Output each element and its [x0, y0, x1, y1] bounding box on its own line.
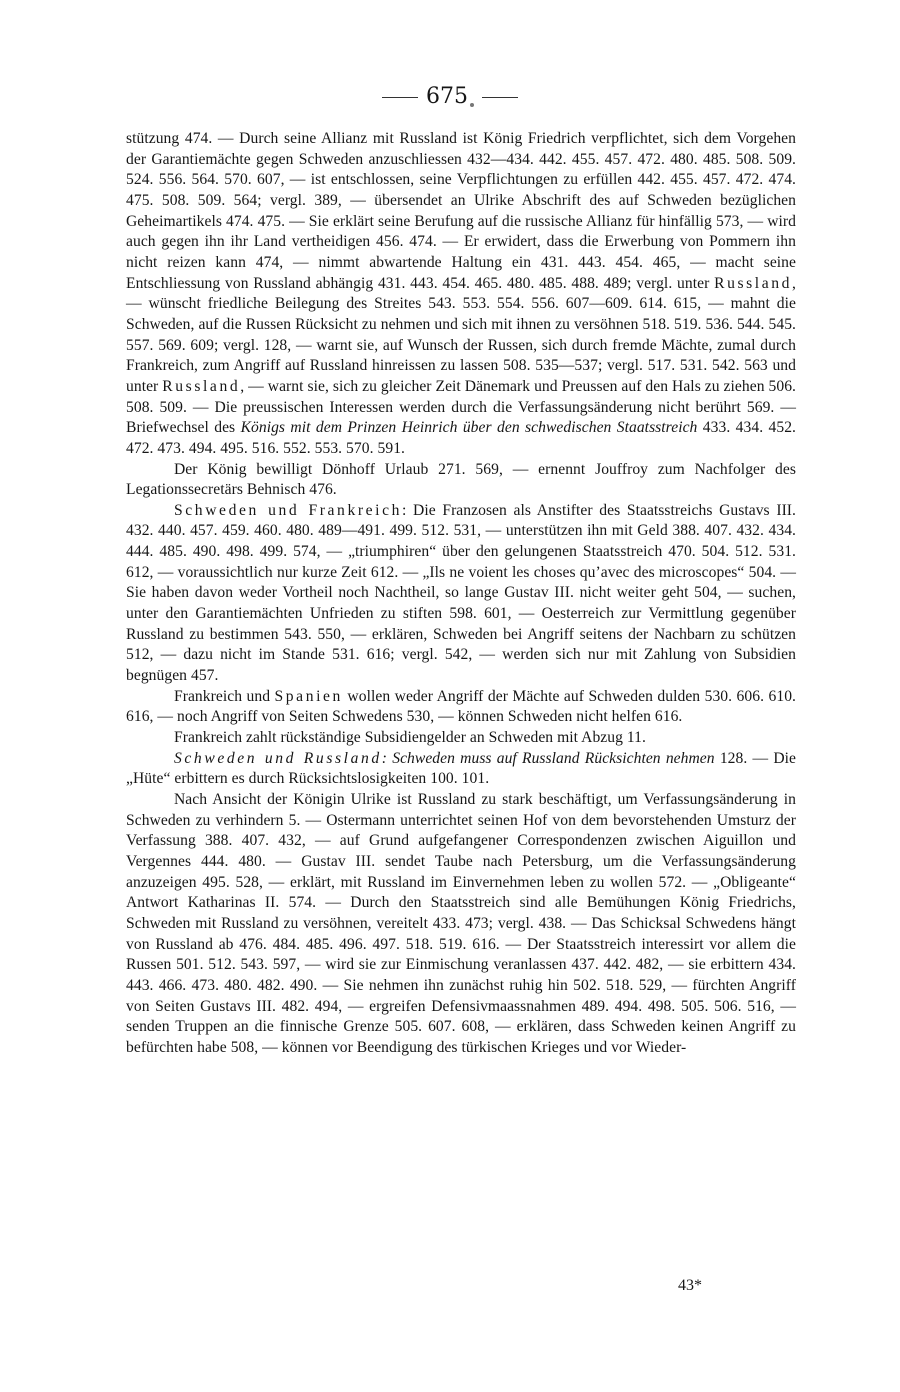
text-run: Frankreich zahlt rückständige Subsidiengelder an Schweden mit Abzug 11. [174, 729, 646, 747]
header-rule-right [482, 97, 518, 98]
text-run: 128. — Die „Hüte“ erbittern es durch Rücksichtslosigkeiten 100. 101. [126, 749, 796, 788]
text-run: Der König bewilligt Dönhoff Urlaub 271. 569, — ernennt Jouffroy zum Nachfolger des Legationssecretärs Behnisch 476. [126, 460, 796, 499]
paragraph [126, 129, 796, 460]
paragraph [126, 501, 796, 687]
header-rule-left [382, 97, 418, 98]
paragraph [126, 728, 796, 749]
text-run: , — wünscht friedliche Beilegung des Streites 543. 553. 554. 556. 607—609. 614. 615, — mahnt die Schweden, auf die Russen Rücksicht zu nehmen und sich mit ihnen zu versöhnen 518. 519. 536. 544. 545. 557. 569. 609; vergl. 128, — warnt sie, auf Wunsch der Russen, sich durch fremde Mächte, zumal durch Frankreich, zum Angriff auf Russland hinreissen zu lassen 508. 535—537; vergl. 517. 531. 542. 563 und unter [126, 274, 796, 395]
text-run: wollen weder Angriff der Mächte auf Schweden dulden 530. 606. 610. 616, — noch Angriff von Seiten Schwedens 530, — können Schweden nicht helfen 616. [126, 687, 796, 726]
paragraph [126, 687, 796, 728]
text-run: : Die Franzosen als Anstifter des Staatsstreichs Gustavs III. 432. 440. 457. 459. 460. 480. 489—491. 499. 512. 531, — unterstützen ihn mit Geld 388. 407. 432. 434. 444. 485. 490. 498. 499. 574, — „triumphiren“ über den gelungenen Staatsstreich 470. 504. 512. 531. 612, — voraussichtlich nur kurze Zeit 612. — „Ils ne voient les choses qu’avec des microscopes“ 504. — Sie haben davon weder Vortheil noch Nachtheil, so lange Gustav III. nicht weiter geht 504, — suchen, unter den Garantiemächten Unfrieden zu stiften 598. 601, — Oesterreich zur Vermittlung gegenüber Russland zu bestimmen 543. 550, — erklären, Schweden bei Angriff seitens der Nachbarn zu schützen 512, — dazu nicht im Stande 531. 616; vergl. 542, — werden sich nur mit Zahlung von Subsidien begnügen 457. [126, 501, 796, 685]
body-text [126, 129, 796, 1059]
emphasized-text: Schweden und Frankreich [174, 501, 403, 519]
emphasized-text: : Schweden muss auf Russland Rücksichten nehmen [381, 749, 715, 767]
text-run: 433. 434. 452. 472. 473. 494. 495. 516. 552. 553. 570. 591. [126, 419, 797, 457]
signature-mark: 43* [678, 1277, 702, 1294]
page-header [0, 84, 900, 110]
emphasized-text: Russland [714, 274, 793, 292]
text-run: Frankreich und [174, 687, 275, 705]
text-run: , — warnt sie, sich zu gleicher Zeit Dänemark und Preussen auf den Hals zu ziehen 506. 508. 509. — Die preussischen Interessen werden durch die Verfassungsänderung nicht berührt 569. — Briefwechsel des [126, 377, 796, 437]
paragraph [126, 790, 796, 1059]
page-number: 675 [426, 84, 468, 109]
text-run: stützung 474. — Durch seine Allianz mit Russland ist König Friedrich verpflichtet, sich dem Vorgehen der Garantiemächte gegen Schweden anzuschliessen 432—434. 442. 455. 457. 472. 480. 485. 508. 509. 524. 556. 564. 570. 607, — ist entschlossen, seine Verpflichtungen zu erfüllen 442. 455. 457. 472. 474. 475. 508. 509. 564; vergl. 389, — übersendet an Ulrike Abschrift des auf Schweden bezüglichen Geheimartikels 474. 475. — Sie erklärt seine Berufung auf die russische Allianz für hinfällig 573, — wird auch gegen ihn ihr Land vertheidigen 456. 474. — Er erwidert, dass die Erwerbung von Pommern ihn nicht reizen kann 474, — nimmt abwartende Haltung ein 431. 443. 454. 465, — macht seine Entschliessung von Russland abhängig 431. 443. 454. 465. 480. 485. 488. 489; vergl. unter [126, 130, 796, 292]
header-dot [470, 103, 474, 107]
emphasized-text: Russland [162, 377, 241, 395]
emphasized-text: Spanien [274, 687, 343, 705]
paragraph [126, 749, 796, 790]
emphasized-text: Königs mit dem Prinzen Heinrich über den schwedischen Staatsstreich [240, 419, 698, 437]
emphasized-text: Schweden und Russland [174, 749, 382, 767]
paragraph [126, 460, 796, 501]
text-run: Nach Ansicht der Königin Ulrike ist Russland zu stark beschäftigt, um Verfassungsänderung in Schweden zu verhindern 5. — Ostermann unterrichtet seinen Hof von dem bevorstehenden Umsturz der Verfassung 388. 407. 432, — auf Grund aufgefangener Correspondenzen zwischen Aiguillon und Vergennes 444. 480. — Gustav III. sendet Taube nach Petersburg, um die Verfassungsänderung anzuzeigen 495. 528, — erklärt, mit Russland im Einvernehmen leben zu wollen 572. — „Obligeante“ Antwort Katharinas II. 574. — Durch den Staatsstreich sind alle Bemühungen König Friedrichs, Schweden mit Russland zu versöhnen, vereitelt 433. 473; vergl. 438. — Das Schicksal Schwedens hängt von Russland ab 476. 484. 485. 496. 497. 518. 519. 616. — Der Staatsstreich interessirt vor allem die Russen 501. 512. 543. 597, — wird sie zur Einmischung veranlassen 437. 442. 482, — sie erbittern 434. 443. 466. 473. 480. 482. 490. — Sie nehmen ihn zunächst ruhig hin 502. 518. 529, — fürchten Angriff von Seiten Gustavs III. 482. 494, — ergreifen Defensivmaassnahmen 489. 494. 498. 505. 506. 516, — senden Truppen an die finnische Grenze 505. 607. 608, — erklären, dass Schweden keinen Angriff zu befürchten habe 508, — können vor Beendigung des türkischen Krieges und vor Wieder- [126, 791, 796, 1056]
